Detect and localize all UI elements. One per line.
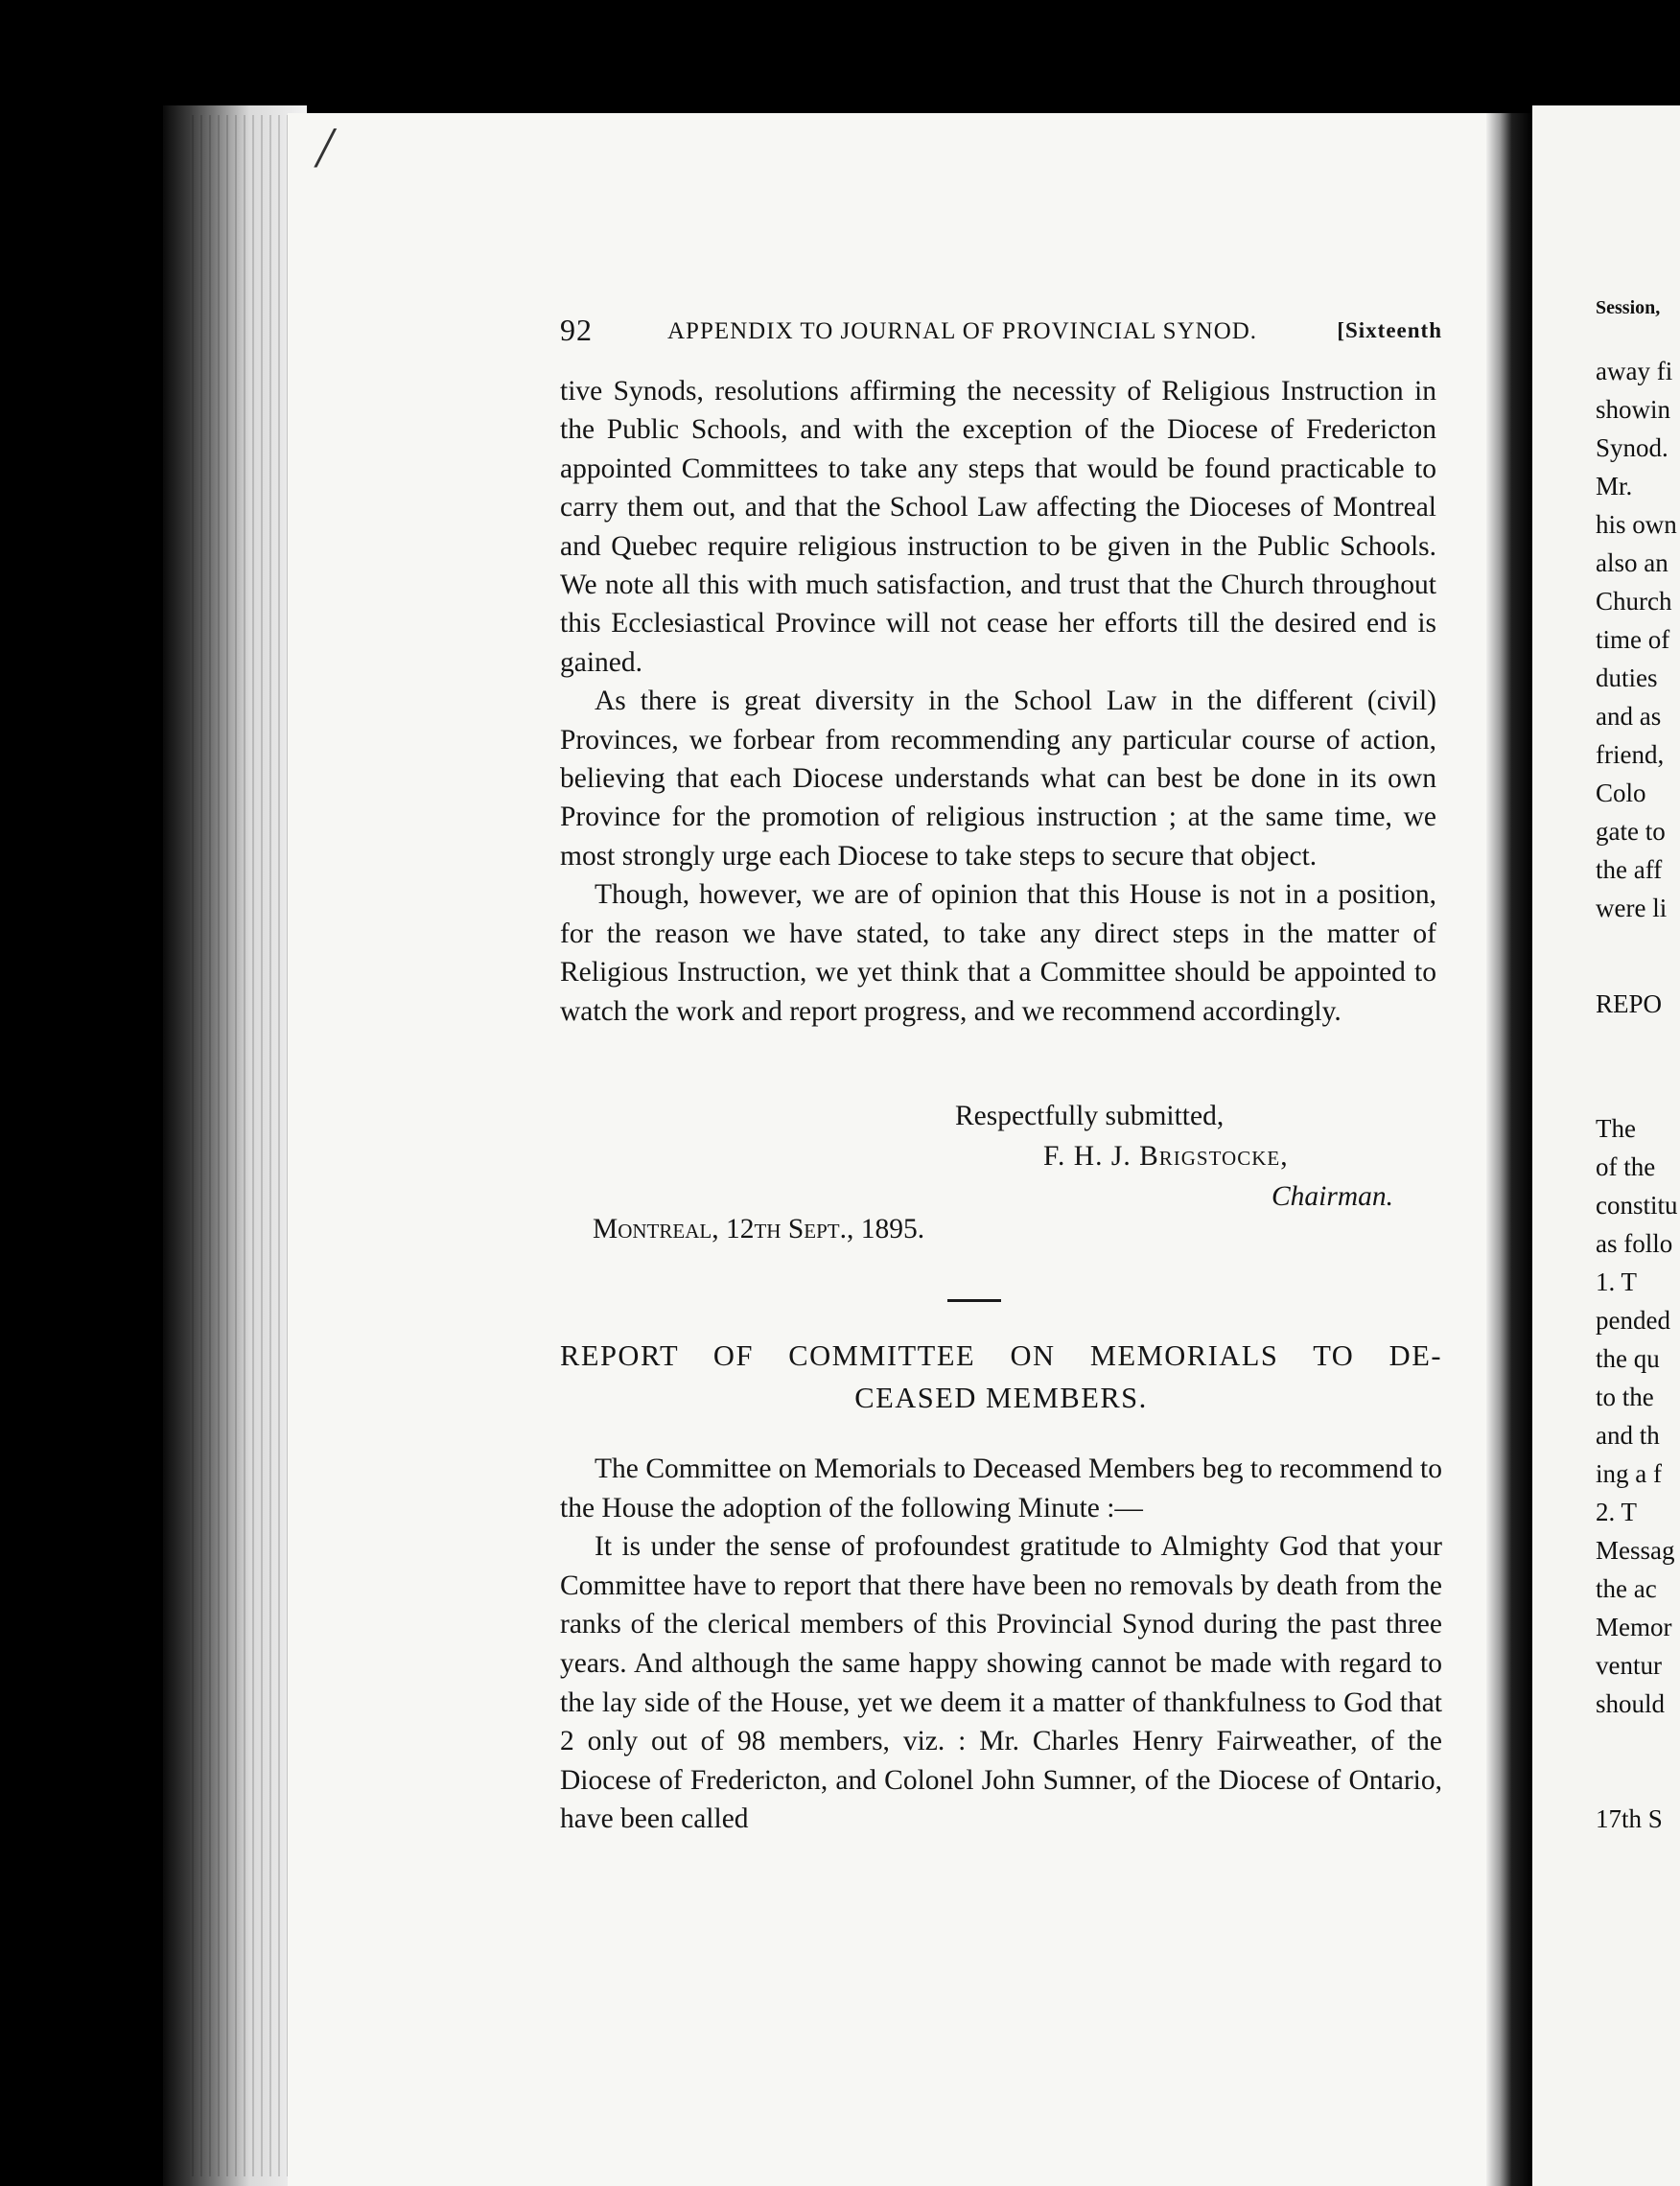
facing-page-line: as follo bbox=[1596, 1229, 1673, 1258]
paragraph: Though, however, we are of opinion that this House is not in a position, for the reason we have stated, to take any direct steps in the matter of Religious Instruction, we yet think that a Committee should be appointed to watch the work and report progress, and we recommend accordingly. bbox=[560, 879, 1436, 1027]
running-title: APPENDIX TO JOURNAL OF PROVINCIAL SYNOD. bbox=[667, 318, 1258, 344]
facing-page-line: of the bbox=[1596, 1152, 1656, 1181]
facing-page-line: The bbox=[1596, 1114, 1636, 1143]
paragraph: tive Synods, resolutions affirming the necessity of Religious Instruction in the Public Schools, and with the exception of the Diocese of Fredericton appointed Committees to take any steps that would be found practicable to carry them out, and that the School Law affecting the Dioceses of Montreal and Quebec require religious instruction to be given in the Public Schools. We note all this with much satisfaction, and trust that the Church throughout this Ecclesiastical Province will not cease her efforts till the desired end is gained. bbox=[560, 376, 1436, 678]
body-text bbox=[560, 372, 1436, 1031]
paragraph: The Committee on Memorials to Deceased Members beg to recommend to the House the adoption of the following Minute :— bbox=[560, 1453, 1442, 1523]
facing-page-line: ventur bbox=[1596, 1651, 1662, 1680]
facing-page-line: REPO bbox=[1596, 989, 1663, 1018]
page-edge-lines bbox=[192, 115, 297, 2176]
facing-page-line: Messag bbox=[1596, 1536, 1675, 1565]
facing-page-line: and th bbox=[1596, 1421, 1660, 1450]
facing-page-line: Synod. bbox=[1596, 433, 1668, 462]
facing-page-line: also an bbox=[1596, 548, 1668, 577]
book-spine bbox=[1486, 113, 1532, 2186]
facing-page-line: were li bbox=[1596, 894, 1668, 922]
facing-page-line: Memor bbox=[1596, 1613, 1672, 1641]
report-body bbox=[560, 1450, 1442, 1839]
facing-page-line: showin bbox=[1596, 395, 1671, 424]
facing-page-line: should bbox=[1596, 1689, 1666, 1718]
facing-page-line: the qu bbox=[1596, 1344, 1660, 1373]
facing-page-line: the aff bbox=[1596, 855, 1663, 884]
running-header bbox=[560, 313, 1442, 357]
facing-page-line: 17th S bbox=[1596, 1804, 1663, 1833]
paragraph: It is under the sense of profoundest gratitude to Almighty God that your Committee have to report that there have been no removals by death from the ranks of the clerical members of this Provincial Synod during the past three years. And although the same happy showing cannot be made with regard to the lay side of the House, yet we deem it a matter of thankfulness to God that 2 only out of 98 members, viz. : Mr. Charles Henry Fairweather, of the Diocese of Fredericton, and Colonel John Sumner, of the Diocese of Ontario, have been called bbox=[560, 1531, 1442, 1835]
section-divider bbox=[947, 1299, 1001, 1302]
signature-closing: Respectfully submitted, bbox=[955, 1101, 1225, 1131]
running-section: [Sixteenth bbox=[1337, 318, 1442, 342]
facing-page-line: the ac bbox=[1596, 1574, 1657, 1603]
facing-page-line: gate to bbox=[1596, 817, 1666, 846]
facing-page-line: Colo bbox=[1596, 779, 1646, 807]
paragraph: As there is great diversity in the School Law in the different (civil) Provinces, we forbear from recommending any particular course of action, believing that each Diocese understands what can best be done in its own Province for the promotion of religious instruction ; at the same time, we most strongly urge each Diocese to take steps to secure that object. bbox=[560, 686, 1436, 872]
facing-page-line: away fi bbox=[1596, 357, 1673, 385]
facing-page-line: Church bbox=[1596, 587, 1672, 616]
facing-page-line: and as bbox=[1596, 702, 1662, 731]
signature-role: Chairman. bbox=[1272, 1181, 1394, 1212]
facing-page-line: his own bbox=[1596, 510, 1677, 539]
facing-page-line: duties bbox=[1596, 663, 1658, 692]
signature-place-date: Montreal, 12th Sept., 1895. bbox=[593, 1214, 925, 1244]
facing-page bbox=[1532, 105, 1680, 2186]
facing-page-line: ing a f bbox=[1596, 1459, 1662, 1488]
pencil-mark: / bbox=[316, 116, 333, 179]
facing-page-line: friend, bbox=[1596, 740, 1665, 769]
facing-page-line: Mr. bbox=[1596, 472, 1633, 500]
report-title-line: CEASED MEMBERS. bbox=[854, 1382, 1148, 1414]
page-number: 92 bbox=[560, 313, 593, 347]
facing-page-header: Session, bbox=[1596, 297, 1661, 318]
report-title-line: REPORT OF COMMITTEE ON MEMORIALS TO DE- bbox=[560, 1339, 1442, 1372]
facing-page-line: constitu bbox=[1596, 1191, 1678, 1220]
facing-page-line: 2. T bbox=[1596, 1498, 1638, 1526]
facing-page-line: pended bbox=[1596, 1306, 1670, 1335]
facing-page-line: 1. T bbox=[1596, 1267, 1638, 1296]
facing-page-line: to the bbox=[1596, 1383, 1654, 1411]
signature-name: F. H. J. Brigstocke, bbox=[1043, 1141, 1289, 1172]
report-title bbox=[560, 1335, 1442, 1419]
facing-page-line: time of bbox=[1596, 625, 1670, 654]
